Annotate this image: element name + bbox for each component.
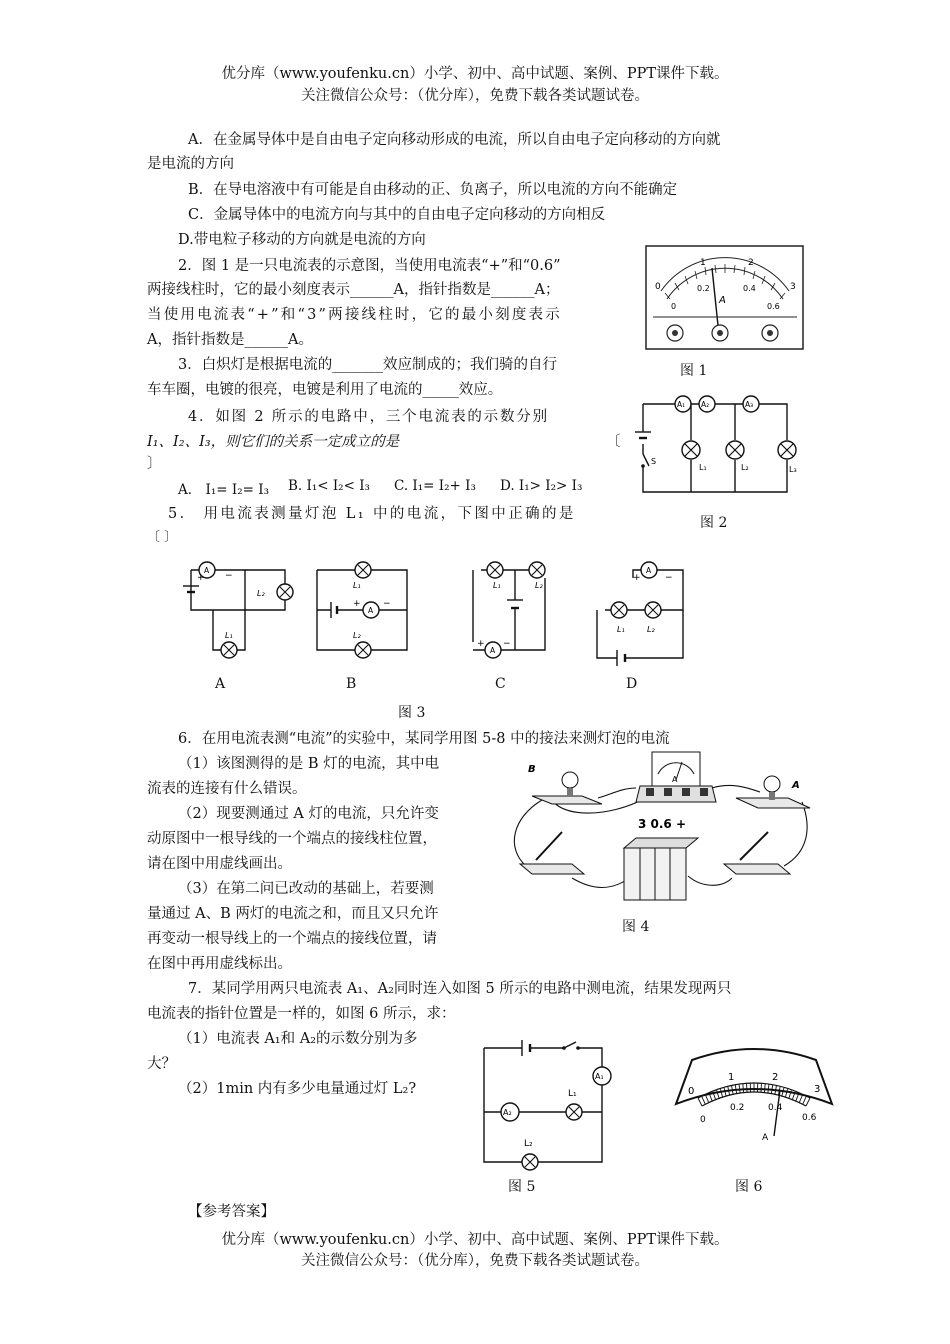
fig3-label-b: B	[346, 676, 357, 692]
fig1-unit: A	[719, 295, 726, 306]
fig6-scale-bottom-1: 0.2	[730, 1103, 745, 1113]
q6-part2-line1: （2）现要测通过 A 灯的电流，只允许变	[178, 806, 439, 822]
figure-5-circuit	[482, 1038, 612, 1170]
fig6-scale-bottom-2: 0.4	[768, 1103, 783, 1113]
q7-sub1-line2: 大？	[147, 1056, 176, 1072]
svg-text:L₁: L₁	[353, 581, 361, 590]
figure-1-ammeter	[645, 245, 805, 350]
fig1-scale-bottom-0: 0	[671, 302, 677, 311]
svg-text:L₂: L₂	[257, 589, 265, 598]
svg-text:+: +	[633, 573, 641, 583]
svg-text:L₁: L₁	[493, 581, 501, 590]
fig6-tick	[698, 1098, 702, 1106]
q4-option-a: A． I₁= I₂= I₃	[178, 482, 269, 498]
q7-sub2: （2）1min 内有多少电量通过灯 L₂?	[178, 1081, 417, 1097]
figure-3-circuits	[185, 560, 705, 665]
fig5-lamp-l2: L₂	[524, 1139, 533, 1149]
svg-text:+: +	[353, 599, 361, 609]
q4-line-2: I₁、I₂、I₃，则它们的关系一定成立的是	[147, 434, 400, 450]
q3-line-2: 车车圈，电镀的很亮，电镀是利用了电流的_____效应。	[147, 382, 503, 398]
fig2-switch-pivot	[641, 464, 645, 468]
fig5-lamp-l1: L₁	[568, 1089, 577, 1099]
fig2-meter-a2: A₂	[701, 400, 710, 409]
fig6-scale-top-2: 2	[772, 1072, 779, 1083]
svg-text:+: +	[197, 573, 205, 583]
svg-text:−: −	[665, 573, 673, 583]
svg-text:L₂: L₂	[353, 631, 361, 640]
q6-part2-line2: 动原图中一根导线的一个端点的接线柱位置，	[147, 831, 437, 847]
q5-line-1: 5． 用电流表测量灯泡 L₁ 中的电流，下图中正确的是	[168, 506, 576, 522]
svg-text:−: −	[503, 639, 511, 649]
svg-text:A: A	[646, 566, 652, 575]
q3-line-1: 3．白炽灯是根据电流的_______效应制成的；我们骑的自行	[178, 357, 557, 373]
q4-option-d: D. I₁> I₂> I₃	[500, 478, 583, 494]
fig2-lamp-l1: L₁	[699, 463, 707, 472]
header-line-2: 关注微信公众号：（优分库），免费下载各类试题试卷。	[301, 88, 649, 104]
fig1-scale-bottom-2: 0.4	[743, 284, 756, 293]
fig6-scale-bottom-3: 0.6	[802, 1113, 817, 1123]
fig5-meter-a1: A₁	[595, 1072, 604, 1081]
figure-4-lab-setup	[512, 748, 812, 908]
svg-text:A: A	[204, 566, 210, 575]
q1-option-a-cont: 是电流的方向	[147, 156, 234, 172]
svg-text:L₁: L₁	[225, 631, 233, 640]
caption-figure-3: 图 3	[398, 705, 426, 721]
q1-option-c: C．金属导体中的电流方向与其中的自由电子定向移动的方向相反	[188, 207, 606, 223]
q5-paren: 〔 〕	[147, 530, 178, 545]
fig4-lamp-a-label: A	[792, 780, 800, 791]
footer-line-2: 关注微信公众号：（优分库），免费下载各类试题试卷。	[301, 1253, 649, 1269]
fig2-lamp-l3: L₃	[789, 465, 797, 474]
figure-2-circuit	[635, 388, 805, 498]
q4-option-b: B. I₁< I₂< I₃	[288, 478, 370, 494]
fig6-tick	[799, 1095, 802, 1103]
q4-line-1: 4．如图 2 所示的电路中，三个电流表的示数分别	[188, 409, 549, 425]
svg-text:A: A	[490, 646, 496, 655]
q6-part1-line1: （1）该图测得的是 B 灯的电流，其中电	[178, 756, 440, 772]
q7-line-2: 电流表的指针位置是一样的，如图 6 所示，求：	[147, 1006, 456, 1022]
caption-figure-2: 图 2	[700, 515, 728, 531]
fig6-tick	[761, 1083, 762, 1092]
caption-figure-1: 图 1	[680, 363, 708, 379]
q1-option-d: D.带电粒子移动的方向就是电流的方向	[178, 232, 426, 248]
fig3-label-c: C	[495, 676, 506, 692]
svg-text:−: −	[225, 571, 233, 581]
q4-paren-close: 〕	[147, 456, 162, 472]
fig6-scale-bottom-0: 0	[700, 1115, 706, 1125]
fig3-circuit-b	[317, 570, 407, 650]
fig3-circuit-d	[597, 570, 683, 666]
q2-line-2: 两接线柱时，它的最小刻度表示______A，指针指数是______A；	[147, 282, 560, 298]
q6-intro: 6．在用电流表测“电流”的实验中，某同学用图 5-8 中的接法来测灯泡的电流	[178, 731, 670, 747]
fig2-switch-label: S	[651, 457, 657, 466]
q4-paren-open: 〔	[606, 434, 621, 450]
fig6-tick	[803, 1096, 807, 1104]
svg-text:+: +	[477, 639, 485, 649]
q2-line-4: A，指针指数是______A。	[147, 332, 313, 348]
caption-figure-6: 图 6	[735, 1179, 763, 1195]
fig6-scale-top-3: 3	[814, 1084, 821, 1095]
svg-text:L₂: L₂	[535, 581, 543, 590]
fig2-meter-a1: A₁	[677, 400, 686, 409]
fig6-tick	[705, 1095, 708, 1103]
q7-line-1: 7．某同学用两只电流表 A₁、A₂同时连入如图 5 所示的电路中测电流，结果发现两只	[188, 981, 732, 997]
fig6-tick	[806, 1098, 810, 1106]
footer-line-1: 优分库（www.youfenku.cn）小学、初中、高中试题、案例、PPT课件下载。	[221, 1232, 729, 1248]
q4-option-c: C. I₁= I₂+ I₃	[394, 478, 476, 494]
answer-heading: 【参考答案】	[188, 1204, 275, 1220]
fig4-lamp-b-label: B	[528, 764, 536, 775]
svg-text:A: A	[368, 606, 374, 615]
fig4-terminal-labels: 3 0.6 +	[638, 817, 687, 831]
q6-part3-line3: 再变动一根导线上的一个端点的接线位置，请	[147, 931, 437, 947]
fig2-lamp-l2: L₂	[741, 463, 749, 472]
q6-part3-line4: 在图中再用虚线标出。	[147, 956, 292, 972]
q6-part2-line3: 请在图中用虚线画出。	[147, 856, 292, 872]
svg-text:L₂: L₂	[647, 625, 655, 634]
q7-sub1-line1: （1）电流表 A₁和 A₂的示数分别为多	[178, 1031, 418, 1047]
svg-text:−: −	[383, 599, 391, 609]
q6-part3-line2: 量通过 A、B 两灯的电流之和，而且又只允许	[147, 906, 439, 922]
fig6-scale-top-1: 1	[728, 1072, 735, 1083]
fig1-scale-top-1: 1	[700, 258, 706, 268]
figure-6-meter	[674, 1050, 834, 1150]
q1-option-b: B．在导电溶液中有可能是自由移动的正、负离子，所以电流的方向不能确定	[188, 182, 678, 198]
q2-line-1: 2．图 1 是一只电流表的示意图，当使用电流表“+”和“0.6”	[178, 258, 561, 274]
fig2-meter-a3: A₃	[745, 400, 754, 409]
fig4-meter-unit: A	[672, 775, 678, 784]
q6-part1-line2: 流表的连接有什么错误。	[147, 781, 307, 797]
q6-part3-line1: （3）在第二问已改动的基础上，若要测	[178, 881, 434, 897]
q2-line-3: 当使用电流表“+”和“3”两接线柱时，它的最小刻度表示	[147, 307, 562, 323]
caption-figure-5: 图 5	[508, 1179, 536, 1195]
caption-figure-4: 图 4	[622, 919, 650, 935]
svg-text:L₁: L₁	[617, 625, 625, 634]
fig1-scale-bottom-3: 0.6	[767, 302, 780, 311]
fig3-label-a: A	[215, 676, 226, 692]
q1-option-a: A．在金属导体中是自由电子定向移动形成的电流，所以自由电子定向移动的方向就	[188, 132, 721, 148]
fig6-unit: A	[762, 1133, 769, 1143]
fig6-tick	[702, 1096, 706, 1104]
fig3-label-d: D	[626, 676, 638, 692]
fig6-pointer	[774, 1090, 780, 1136]
fig6-tick	[747, 1083, 748, 1092]
fig5-meter-a2: A₂	[503, 1108, 512, 1117]
fig1-scale-top-3: 3	[790, 282, 796, 292]
fig6-scale-top-0: 0	[688, 1086, 695, 1097]
fig1-scale-top-0: 0	[655, 282, 661, 292]
header-line-1: 优分库（www.youfenku.cn）小学、初中、高中试题、案例、PPT课件下载。	[221, 66, 729, 82]
fig1-scale-top-2: 2	[748, 258, 754, 268]
fig1-scale-bottom-1: 0.2	[697, 284, 710, 293]
